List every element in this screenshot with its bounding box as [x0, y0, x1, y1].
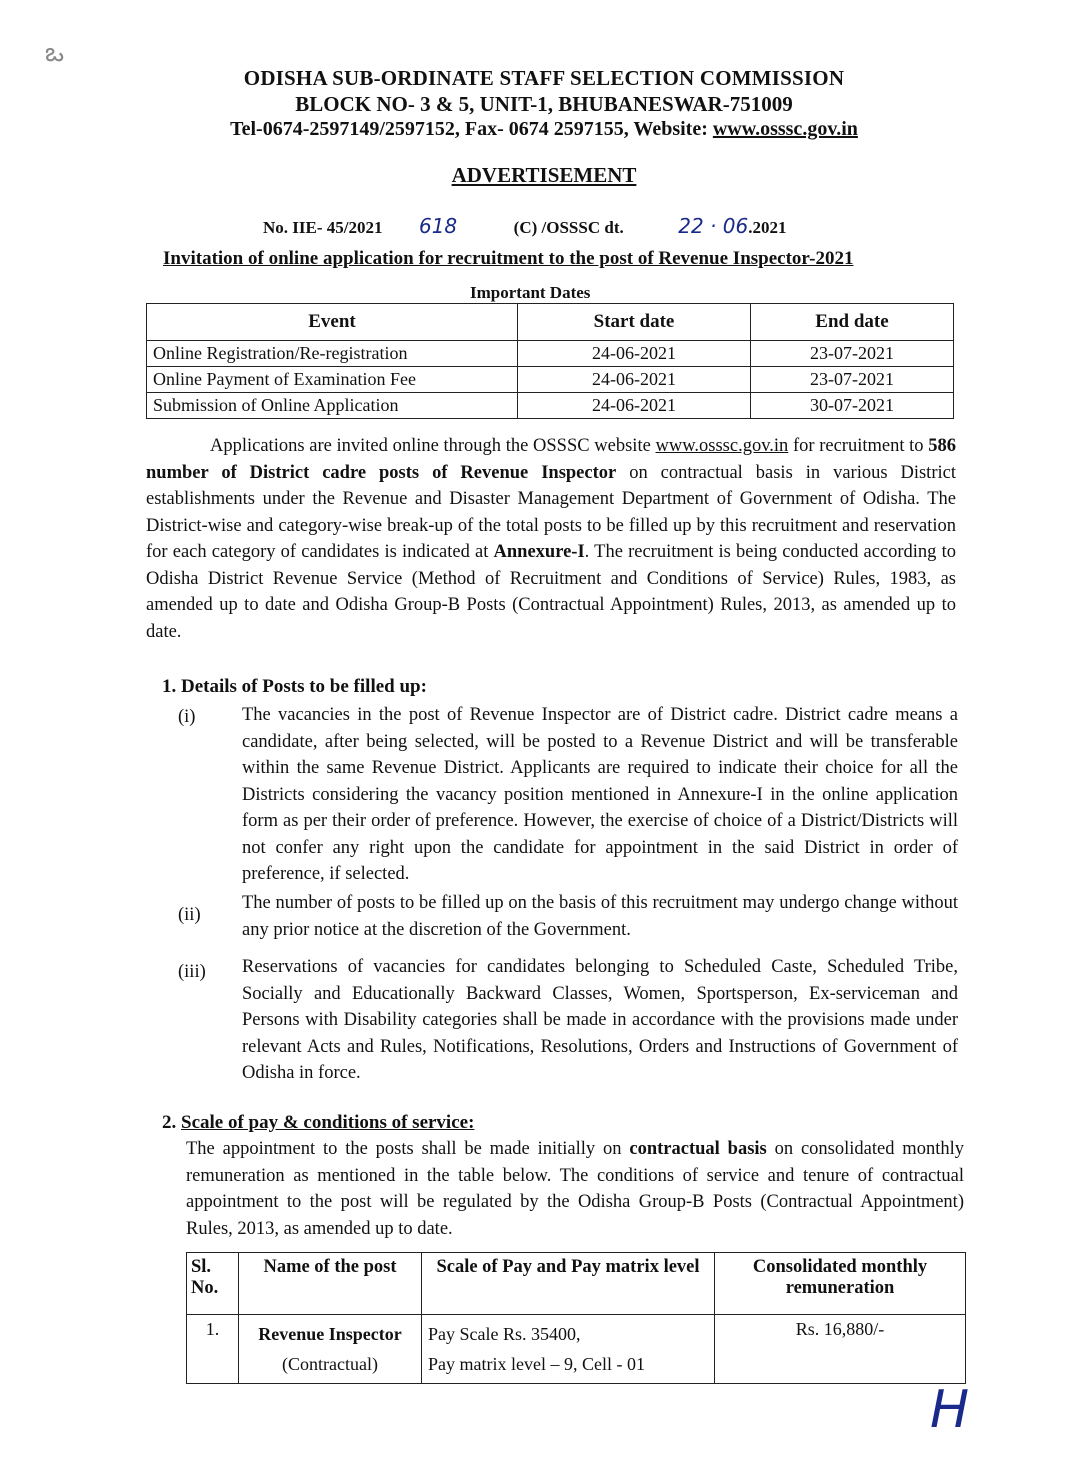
event-cell: Online Payment of Examination Fee: [147, 367, 518, 393]
sl-cell: 1.: [187, 1315, 239, 1384]
ref-number: No. IIE- 45/2021: [263, 218, 383, 237]
handwritten-date: 22 · 06: [678, 214, 749, 238]
section1-item-3: Reservations of vacancies for candidates belonging to Scheduled Caste, Scheduled Tribe, Socially and Educationally Backward Classes, Women, Sportsperson, Ex-serviceman and Persons with Disability categories shall be made in accordance with the provisions made under relevant Acts and Rules, Notifications, Resolutions, Orders and Instructions of Government of Odisha in force.: [242, 957, 958, 1083]
ref-mid: (C) /OSSSC dt.: [513, 218, 624, 237]
contractual-bold: contractual basis: [629, 1139, 767, 1159]
start-cell: 24-06-2021: [518, 393, 751, 419]
section2-num: 2.: [162, 1112, 181, 1133]
scale-line1: Pay Scale Rs. 35400,: [428, 1324, 581, 1344]
post-sub: (Contractual): [282, 1354, 378, 1374]
table-row: [147, 393, 954, 419]
org-name: ODISHA SUB-ORDINATE STAFF SELECTION COMMISSION: [243, 66, 845, 90]
important-dates-table: [146, 303, 954, 419]
event-cell: Online Registration/Re-registration: [147, 341, 518, 367]
end-cell: 30-07-2021: [751, 393, 954, 419]
col-end: End date: [751, 304, 954, 341]
contact-text: Tel-0674-2597149/2597152, Fax- 0674 2597155, Website:: [230, 118, 713, 140]
table-header-row: [147, 304, 954, 341]
org-address: BLOCK NO- 3 & 5, UNIT-1, BHUBANESWAR-751009: [295, 92, 793, 116]
margin-scribble: ఒ: [45, 38, 65, 68]
table-header-row: [187, 1253, 966, 1315]
section1-heading: 1. Details of Posts to be filled up:: [162, 676, 427, 697]
col-event: Event: [147, 304, 518, 341]
intro-posts-bold: 586 number of District cadre posts of Revenue Inspector: [146, 436, 956, 483]
section2-paragraph: [186, 1136, 964, 1242]
advert-title: Invitation of online application for recruitment to the post of Revenue Inspector-2021: [163, 248, 854, 269]
section2-text: The appointment to the posts shall be made initially on: [186, 1139, 630, 1159]
table-row: [187, 1315, 966, 1384]
start-cell: 24-06-2021: [518, 367, 751, 393]
handwritten-number: 618: [418, 214, 458, 238]
col-post: Name of the post: [239, 1253, 422, 1315]
section2-heading: [162, 1112, 474, 1134]
intro-paragraph: [146, 433, 956, 645]
important-dates-caption: Important Dates: [470, 283, 591, 302]
item-number: (i): [178, 707, 196, 727]
advertisement-heading: ADVERTISEMENT: [451, 163, 637, 187]
reference-line: [263, 214, 786, 238]
handwritten-page-mark: H: [930, 1380, 970, 1440]
org-contact: [0, 118, 1088, 141]
section2-title: Scale of pay & conditions of service:: [181, 1112, 475, 1133]
item-number: (ii): [178, 905, 201, 925]
start-cell: 24-06-2021: [518, 341, 751, 367]
scale-line2: Pay matrix level – 9, Cell - 01: [428, 1354, 645, 1374]
section1-item-1: The vacancies in the post of Revenue Inspector are of District cadre. District cadre means a candidate, after being selected, will be posted to a Revenue District and will be transferable within the same Revenue District. Applicants are required to indicate their choice for all the Districts considering the vacancy position mentioned in Annexure-I in the online application form as per their order of preference. However, the exercise of choice of a District/Districts will not confer any right upon the candidate for appointment in the said District in order of preference, if selected.: [242, 705, 958, 884]
intro-text: Applications are invited online through the OSSSC website: [210, 436, 656, 456]
col-sl: Sl. No.: [187, 1253, 239, 1315]
intro-text: . The recruitment is being conducted according to Odisha District Revenue Service (Method of Recruitment and Conditions of Service) Rules, 1983, as amended up to date and Odisha Group-B Posts (Contractual Appointment) Rules, 2013, as amended up to date.: [146, 542, 957, 642]
website-link[interactable]: www.osssc.gov.in: [712, 118, 858, 140]
event-cell: Submission of Online Application: [147, 393, 518, 419]
intro-website-link[interactable]: www.osssc.gov.in: [655, 436, 789, 456]
intro-text: for recruitment to: [788, 436, 929, 456]
scale-cell: [422, 1315, 715, 1384]
post-cell: [239, 1315, 422, 1384]
item-number: (iii): [178, 962, 206, 982]
col-scale: Scale of Pay and Pay matrix level: [422, 1253, 715, 1315]
annexure-bold: Annexure-I: [493, 542, 585, 562]
table-row: [147, 367, 954, 393]
table-row: [147, 341, 954, 367]
section2-text: on consolidated monthly remuneration as mentioned in the table below. The conditions of service and tenure of contractual appointment to the post will be regulated by the Odisha Group-B Posts (Contractual Appointment) Rules, 2013, as amended up to date.: [186, 1139, 964, 1239]
post-name: Revenue Inspector: [258, 1324, 402, 1344]
ref-year: .2021: [748, 218, 787, 237]
section1-item-2: The number of posts to be filled up on the basis of this recruitment may undergo change without any prior notice at the discretion of the Government.: [242, 893, 958, 940]
col-remuneration: Consolidated monthly remuneration: [715, 1253, 966, 1315]
end-cell: 23-07-2021: [751, 367, 954, 393]
remuneration-cell: Rs. 16,880/-: [715, 1315, 966, 1384]
end-cell: 23-07-2021: [751, 341, 954, 367]
col-start: Start date: [518, 304, 751, 341]
intro-text: on contractual basis in various District establishments under the Revenue and Disaster Management Department of Government of Odisha. The District-wise and category-wise break-up of the total posts to be filled up by this recruitment and reservation for each category of candidates is indicated at: [146, 462, 956, 562]
pay-table: [186, 1252, 966, 1384]
